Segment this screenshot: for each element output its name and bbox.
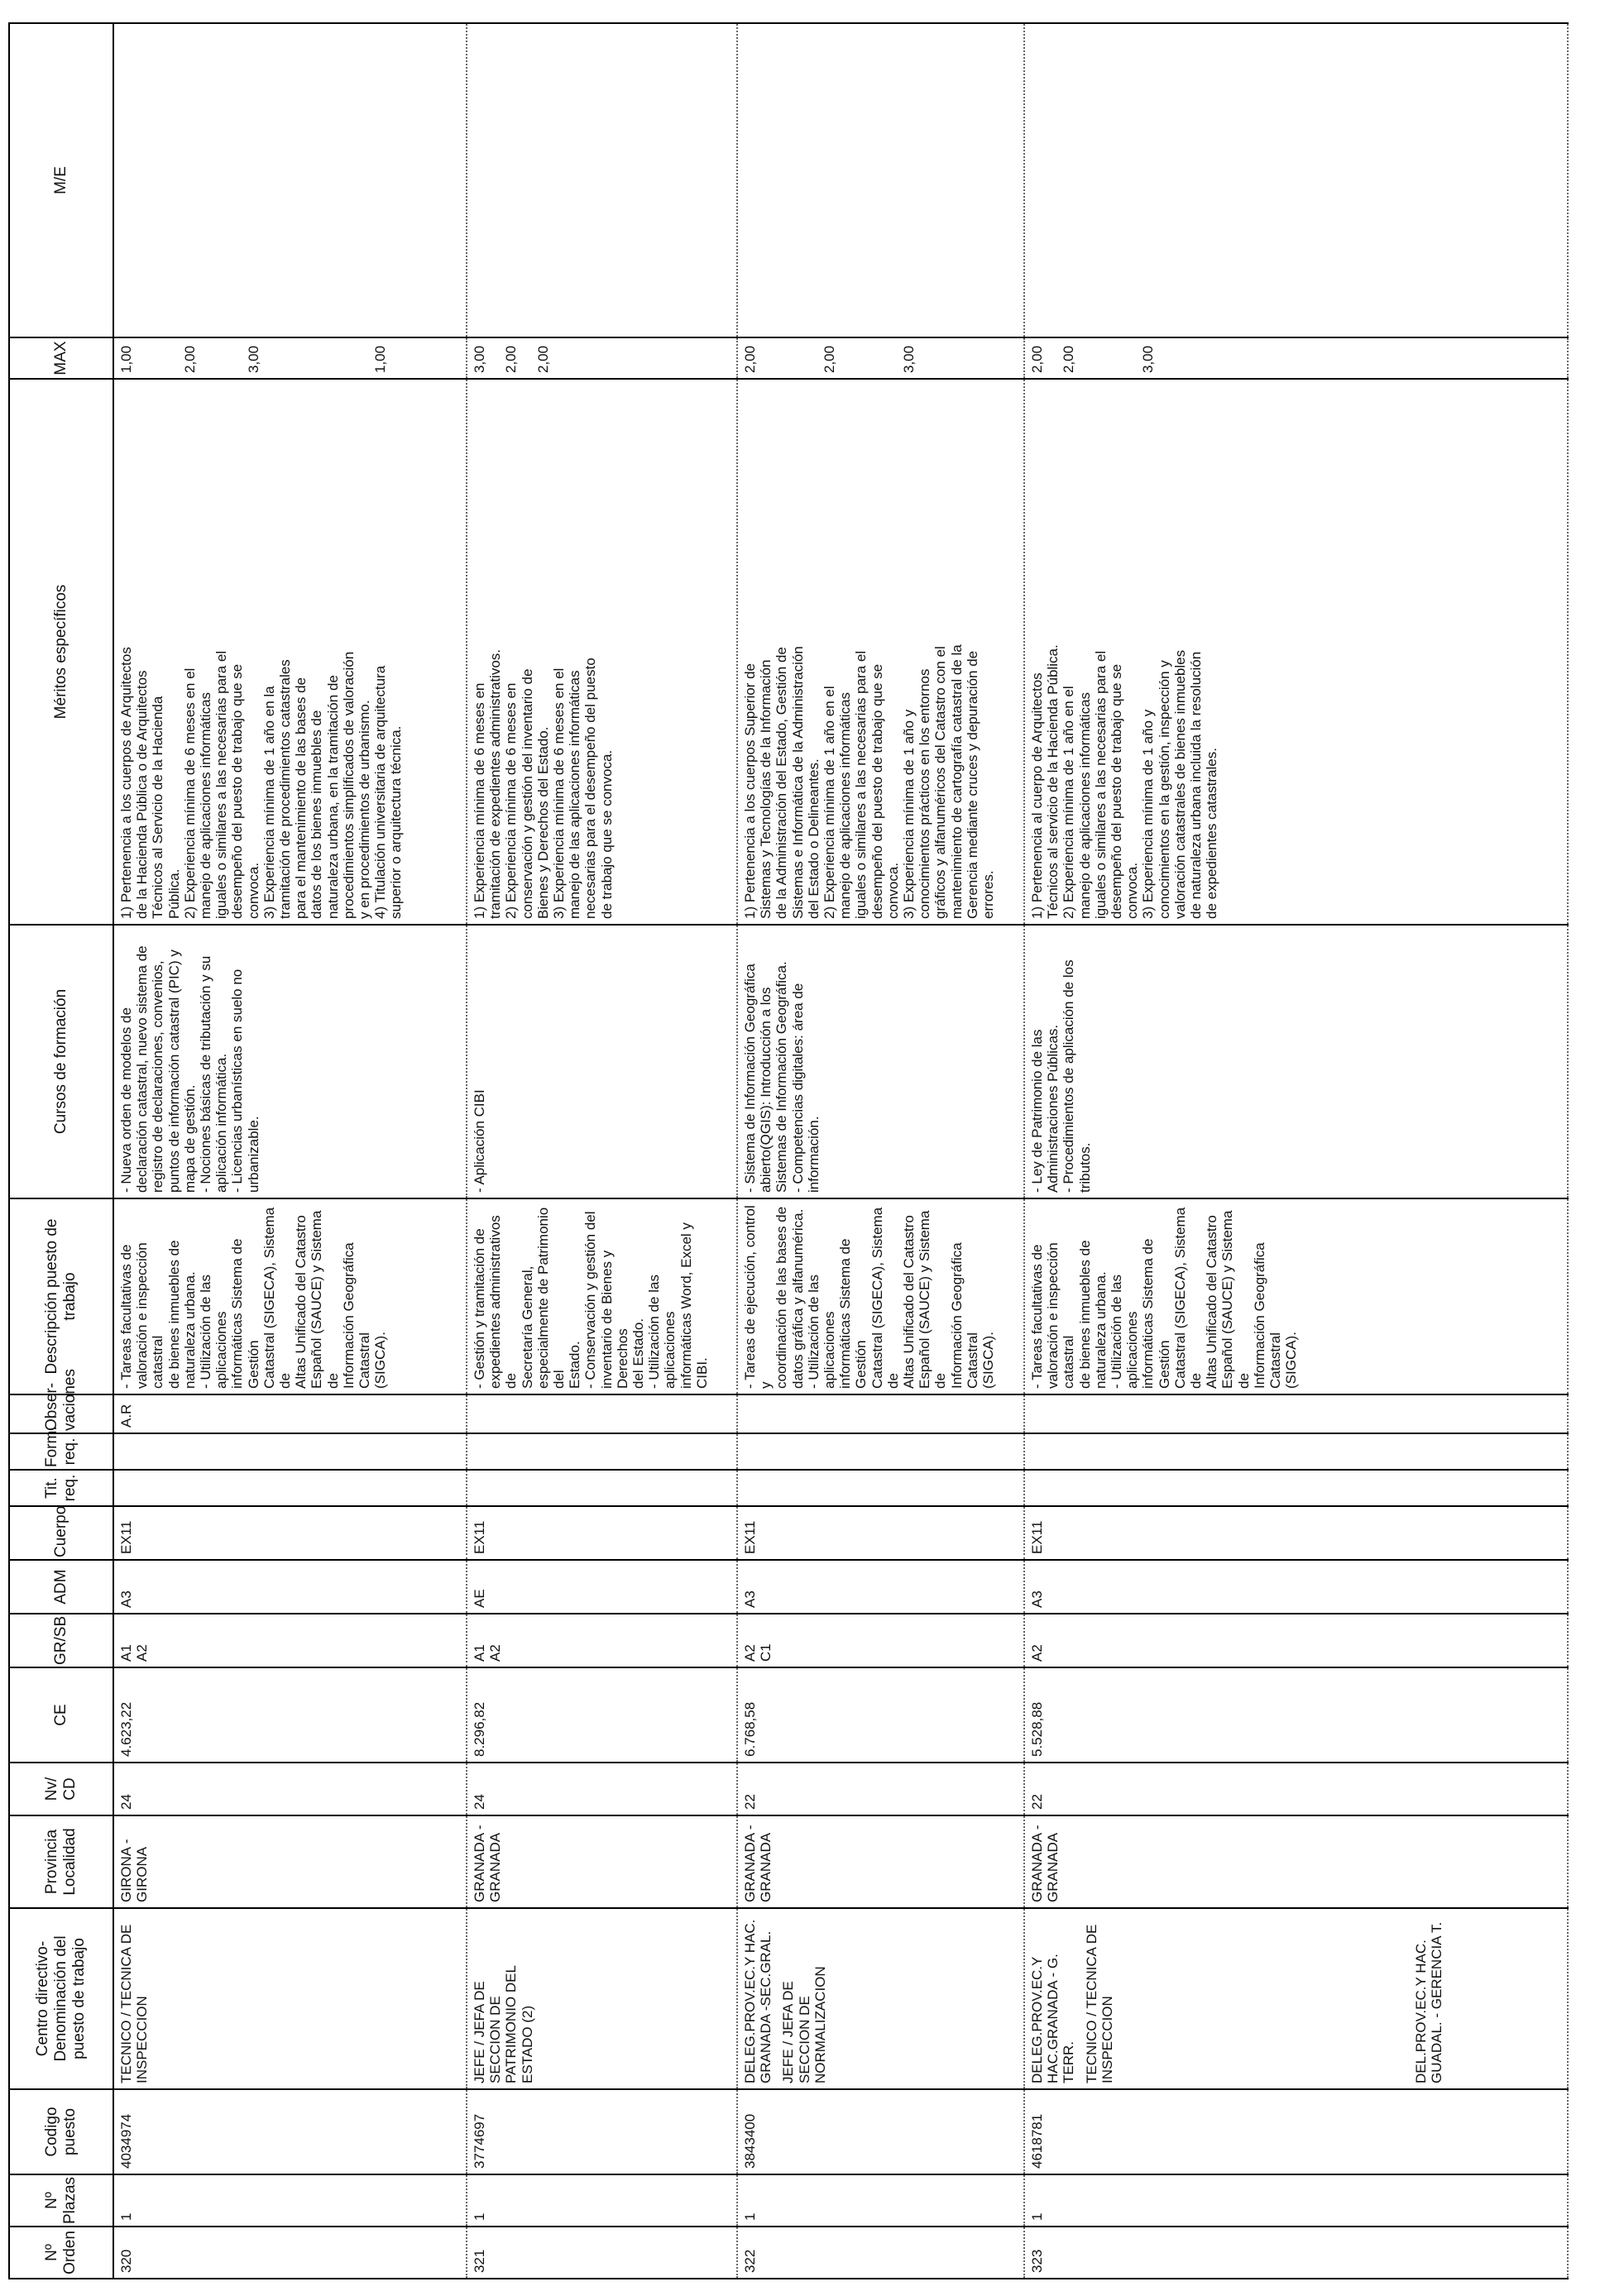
cell-cursos: - Aplicación CIBI bbox=[467, 925, 737, 1198]
cell-provincia: GRANADA - GRANADA bbox=[467, 1815, 737, 1908]
cell-grupo: A2 bbox=[1024, 1614, 1568, 1667]
cell-ce: 4.623,22 bbox=[113, 1667, 467, 1763]
max-value bbox=[213, 343, 229, 373]
header-obs: Obser- vaciones bbox=[9, 1394, 113, 1433]
max-value bbox=[837, 343, 853, 373]
table-row bbox=[737, 23, 1024, 2279]
table-row bbox=[113, 23, 467, 2279]
cell-max bbox=[467, 337, 737, 379]
max-value bbox=[341, 343, 357, 373]
cell-cuerpo: EX11 bbox=[467, 1506, 737, 1560]
header-adm: ADM bbox=[9, 1560, 113, 1614]
cell-descripcion: - Tareas de ejecución, control y coordinación de las bases de datos gráfica y alfanumérica. - Utilización de las aplicaciones informáticas Sistema de Gestión Catastral (SIGECA), Sistema de Altas Unificado del Catastro Español (SAUCE) y Sistema de Información Geográfica Catastral (SIGCA). bbox=[737, 1198, 1024, 1394]
cell-max bbox=[1024, 337, 1568, 379]
cell-grupo: A1 A2 bbox=[467, 1614, 737, 1667]
max-value: 1,00 bbox=[118, 345, 134, 373]
cell-orden: 322 bbox=[737, 2227, 1024, 2279]
cell-form bbox=[467, 1433, 737, 1470]
cell-provincia: GIRONA - GIRONA bbox=[113, 1815, 467, 1908]
max-value bbox=[1109, 343, 1124, 373]
cell-orden: 323 bbox=[1024, 2227, 1568, 2279]
max-value bbox=[198, 343, 213, 373]
max-value bbox=[885, 343, 901, 373]
cell-meritos: 1) Experiencia mínima de 6 meses en tramitación de expedientes administrativos. 2) Experiencia mínima de 6 meses en conservación y gestión del inventario de Bienes y Derechos del Estado. 3) Experiencia mínima de 6 meses en el manejo de las aplicaciones informáticas necesarias para el desempeño del puesto de trabajo que se convoca. bbox=[467, 379, 737, 925]
max-value bbox=[520, 343, 535, 373]
cell-provincia: GRANADA - GRANADA bbox=[1024, 1815, 1568, 1908]
cell-tit bbox=[1024, 1470, 1568, 1506]
cell-adm: A3 bbox=[113, 1560, 467, 1614]
cell-me bbox=[113, 23, 467, 337]
header-max: MAX bbox=[9, 337, 113, 379]
max-value bbox=[853, 343, 869, 373]
cell-centro bbox=[113, 1908, 467, 2089]
cell-cuerpo: EX11 bbox=[1024, 1506, 1568, 1560]
cell-max bbox=[737, 337, 1024, 379]
table-row bbox=[467, 23, 737, 2279]
max-value bbox=[293, 343, 309, 373]
max-value: 3,00 bbox=[245, 345, 261, 373]
cell-me bbox=[737, 23, 1024, 337]
cell-obs bbox=[737, 1394, 1024, 1433]
max-value: 2,00 bbox=[1029, 345, 1045, 373]
cell-nivel: 24 bbox=[113, 1763, 467, 1815]
max-value bbox=[758, 343, 774, 373]
cell-descripcion: - Gestión y tramitación de expedientes administrativos de Secretaría General, especialmente de Patrimonio del Estado. - Conservación y gestión del inventario de Bienes y Derechos del Estado. - Utilización de las aplicaciones informáticas Word, Excel y CIBI. bbox=[467, 1198, 737, 1394]
header-cursos: Cursos de formación bbox=[9, 925, 113, 1198]
denominacion: JEFE / JEFA DE SECCION DE PATRIMONIO DEL ESTADO (2) bbox=[472, 1965, 535, 2083]
cell-cuerpo: EX11 bbox=[737, 1506, 1024, 1560]
cell-cursos: - Ley de Patrimonio de las Administraciones Públicas. - Procedimientos de aplicación de los tributos. bbox=[1024, 925, 1568, 1198]
cell-codigo: 4618781 bbox=[1024, 2089, 1568, 2174]
max-value bbox=[150, 343, 165, 373]
denominacion: JEFE / JEFA DE SECCION DE NORMALIZACION bbox=[780, 1966, 828, 2083]
header-centro: Centro directivo- Denominación del puesto de trabajo bbox=[9, 1908, 113, 2089]
max-value bbox=[1045, 343, 1061, 373]
header-grupo: GR/SB bbox=[9, 1614, 113, 1667]
max-value: 3,00 bbox=[901, 345, 917, 373]
cell-plazas: 1 bbox=[1024, 2174, 1568, 2227]
cell-me bbox=[1024, 23, 1568, 337]
cell-nivel: 24 bbox=[467, 1763, 737, 1815]
header-codigo: Codigo puesto bbox=[9, 2089, 113, 2174]
cell-obs: A.R bbox=[113, 1394, 467, 1433]
cell-meritos: 1) Pertenencia a los cuerpos Superior de Sistemas y Tecnologías de la Información de la Administración del Estado, Gestión de Sistemas e Informática de la Administración del Estado o Delineantes. 2) Experiencia mínima de 1 año en el manejo de aplicaciones informáticas iguales o similares a las necesarias para el desempeño del puesto de trabajo que se convoca. 3) Experiencia mínima de 1 año y conocimientos prácticos en los entornos gráficos y alfanuméricos del Catastro con el mantenimiento de cartografía catastral de la Gerencia mediante cruces y depuración de errores. bbox=[737, 379, 1024, 925]
header-plazas: Nº Plazas bbox=[9, 2174, 113, 2227]
max-value bbox=[166, 343, 182, 373]
cell-adm: AE bbox=[467, 1560, 737, 1614]
header-nivel: Nv/ CD bbox=[9, 1763, 113, 1815]
max-value: 2,00 bbox=[1061, 345, 1077, 373]
max-value bbox=[806, 343, 822, 373]
cell-plazas: 1 bbox=[467, 2174, 737, 2227]
cell-ce: 6.768,58 bbox=[737, 1667, 1024, 1763]
table-row bbox=[1024, 23, 1568, 2279]
cell-nivel: 22 bbox=[1024, 1763, 1568, 1815]
cell-grupo: A2 C1 bbox=[737, 1614, 1024, 1667]
header-row bbox=[9, 23, 113, 2279]
header-ce: CE bbox=[9, 1667, 113, 1763]
cell-grupo: A1 A2 bbox=[113, 1614, 467, 1667]
centro-directivo: DELEG.PROV.EC.Y HAC.GRANADA - G. TERR. bbox=[1029, 1954, 1077, 2083]
max-value bbox=[869, 343, 885, 373]
cell-plazas: 1 bbox=[737, 2174, 1024, 2227]
cell-tit bbox=[467, 1470, 737, 1506]
centro-directivo: DEL.PROV.EC.Y HAC. GUADAL. - GERENCIA T. bbox=[1413, 1921, 1445, 2083]
cell-codigo: 4034974 bbox=[113, 2089, 467, 2174]
max-value bbox=[487, 343, 503, 373]
max-value bbox=[277, 343, 293, 373]
cell-orden: 321 bbox=[467, 2227, 737, 2279]
cell-centro bbox=[1024, 1908, 1568, 2089]
max-value bbox=[774, 343, 789, 373]
cell-cursos: - Nueva orden de modelos de declaración catastral, nuevo sistema de registro de declaraciones, convenios, puntos de información catastral (PIC) y mapa de gestión. - Nociones básicas de tributación y su aplicación informática. - Licencias urbanísticas en suelo no urbanizable. bbox=[113, 925, 467, 1198]
positions-table bbox=[8, 22, 1569, 2279]
max-value bbox=[1077, 343, 1093, 373]
max-value bbox=[1093, 343, 1109, 373]
cell-form bbox=[737, 1433, 1024, 1470]
max-value: 3,00 bbox=[1140, 345, 1157, 373]
max-value bbox=[229, 343, 245, 373]
max-value: 2,00 bbox=[534, 345, 551, 373]
cell-centro bbox=[737, 1908, 1024, 2089]
centro-directivo: DELEG.PROV.EC.Y HAC. GRANADA -SEC.GRAL. bbox=[742, 1919, 774, 2083]
cell-adm: A3 bbox=[737, 1560, 1024, 1614]
cell-me bbox=[467, 23, 737, 337]
cell-codigo: 3843400 bbox=[737, 2089, 1024, 2174]
cell-cuerpo: EX11 bbox=[113, 1506, 467, 1560]
max-value bbox=[309, 343, 324, 373]
cell-meritos: 1) Pertenencia a los cuerpos de Arquitectos de la Hacienda Pública o de Arquitectos Técnicos al Servicio de la Hacienda Pública. 2) Experiencia mínima de 6 meses en el manejo de aplicaciones informáticas iguales o similares a las necesarias para el desempeño del puesto de trabajo que se convoca. 3) Experiencia mínima de 1 año en la tramitación de procedimientos catastrales para el mantenimiento de las bases de datos de los bienes inmuebles de naturaleza urbana, en la tramitación de procedimientos simplificados de valoración y en procedimientos de urbanismo. 4) Titulación universitaria de arquitectura superior o arquitectura técnica. bbox=[113, 379, 467, 925]
cell-meritos: 1) Pertenencia al cuerpo de Arquitectos Técnicos al servicio de la Hacienda Pública. 2) Experiencia mínima de 1 año en el manejo de aplicaciones informáticas iguales o similares a las necesarias para el desempeño del puesto de trabajo que se convoca. 3) Experiencia mínima de 1 año y conocimientos en la gestión, inspección y valoración catastrales de bienes inmuebles de naturaleza urbana incluida la resolución de expedientes catastrales. bbox=[1024, 379, 1568, 925]
max-value bbox=[357, 343, 372, 373]
cell-tit bbox=[113, 1470, 467, 1506]
cell-provincia: GRANADA - GRANADA bbox=[737, 1815, 1024, 1908]
cell-tit bbox=[737, 1470, 1024, 1506]
max-value bbox=[261, 343, 277, 373]
cell-nivel: 22 bbox=[737, 1763, 1024, 1815]
max-value: 3,00 bbox=[472, 345, 487, 373]
cell-orden: 320 bbox=[113, 2227, 467, 2279]
max-value: 1,00 bbox=[372, 345, 389, 373]
max-value bbox=[325, 343, 341, 373]
cell-cursos: - Sistema de Información Geográfica abierto(QGIS): Introducción a los Sistemas de Información Geográfica. - Competencias digitales: área de información. bbox=[737, 925, 1024, 1198]
cell-obs bbox=[1024, 1394, 1568, 1433]
max-value: 2,00 bbox=[503, 345, 520, 373]
header-descripcion: Descripción puesto de trabajo bbox=[9, 1198, 113, 1394]
cell-obs bbox=[467, 1394, 737, 1433]
header-me: M/E bbox=[9, 23, 113, 337]
max-value: 2,00 bbox=[822, 345, 838, 373]
cell-max bbox=[113, 337, 467, 379]
cell-descripcion: - Tareas facultativas de valoración e inspección catastral de bienes inmuebles de naturaleza urbana. - Utilización de las aplicaciones informáticas Sistema de Gestión Catastral (SIGECA), Sistema de Altas Unificado del Catastro Español (SAUCE) y Sistema de Información Geográfica Catastral (SIGCA). bbox=[113, 1198, 467, 1394]
header-meritos: Méritos específicos bbox=[9, 379, 113, 925]
header-tit: Tit. req. bbox=[9, 1470, 113, 1506]
cell-form bbox=[1024, 1433, 1568, 1470]
header-provincia: Provincia Localidad bbox=[9, 1815, 113, 1908]
cell-centro bbox=[467, 1908, 737, 2089]
cell-ce: 5.528,88 bbox=[1024, 1667, 1568, 1763]
cell-codigo: 3774697 bbox=[467, 2089, 737, 2174]
header-orden: Nº Orden bbox=[9, 2227, 113, 2279]
max-value bbox=[790, 343, 806, 373]
cell-descripcion: - Tareas facultativas de valoración e inspección catastral de bienes inmuebles de naturaleza urbana. - Utilización de las aplicaciones informáticas Sistema de Gestión Catastral (SIGECA), Sistema de Altas Unificado del Catastro Español (SAUCE) y Sistema de Información Geográfica Catastral (SIGCA). bbox=[1024, 1198, 1568, 1394]
header-cuerpo: Cuerpo bbox=[9, 1506, 113, 1560]
cell-plazas: 1 bbox=[113, 2174, 467, 2227]
max-value: 2,00 bbox=[742, 345, 758, 373]
max-value: 2,00 bbox=[181, 345, 198, 373]
header-form: Form. req. bbox=[9, 1433, 113, 1470]
cell-ce: 8.296,82 bbox=[467, 1667, 737, 1763]
max-value bbox=[1124, 343, 1140, 373]
cell-form bbox=[113, 1433, 467, 1470]
denominacion: TECNICO / TECNICA DE INSPECCION bbox=[118, 1924, 151, 2083]
max-value bbox=[134, 343, 150, 373]
denominacion: TECNICO / TECNICA DE INSPECCION bbox=[1083, 1924, 1115, 2083]
cell-adm: A3 bbox=[1024, 1560, 1568, 1614]
